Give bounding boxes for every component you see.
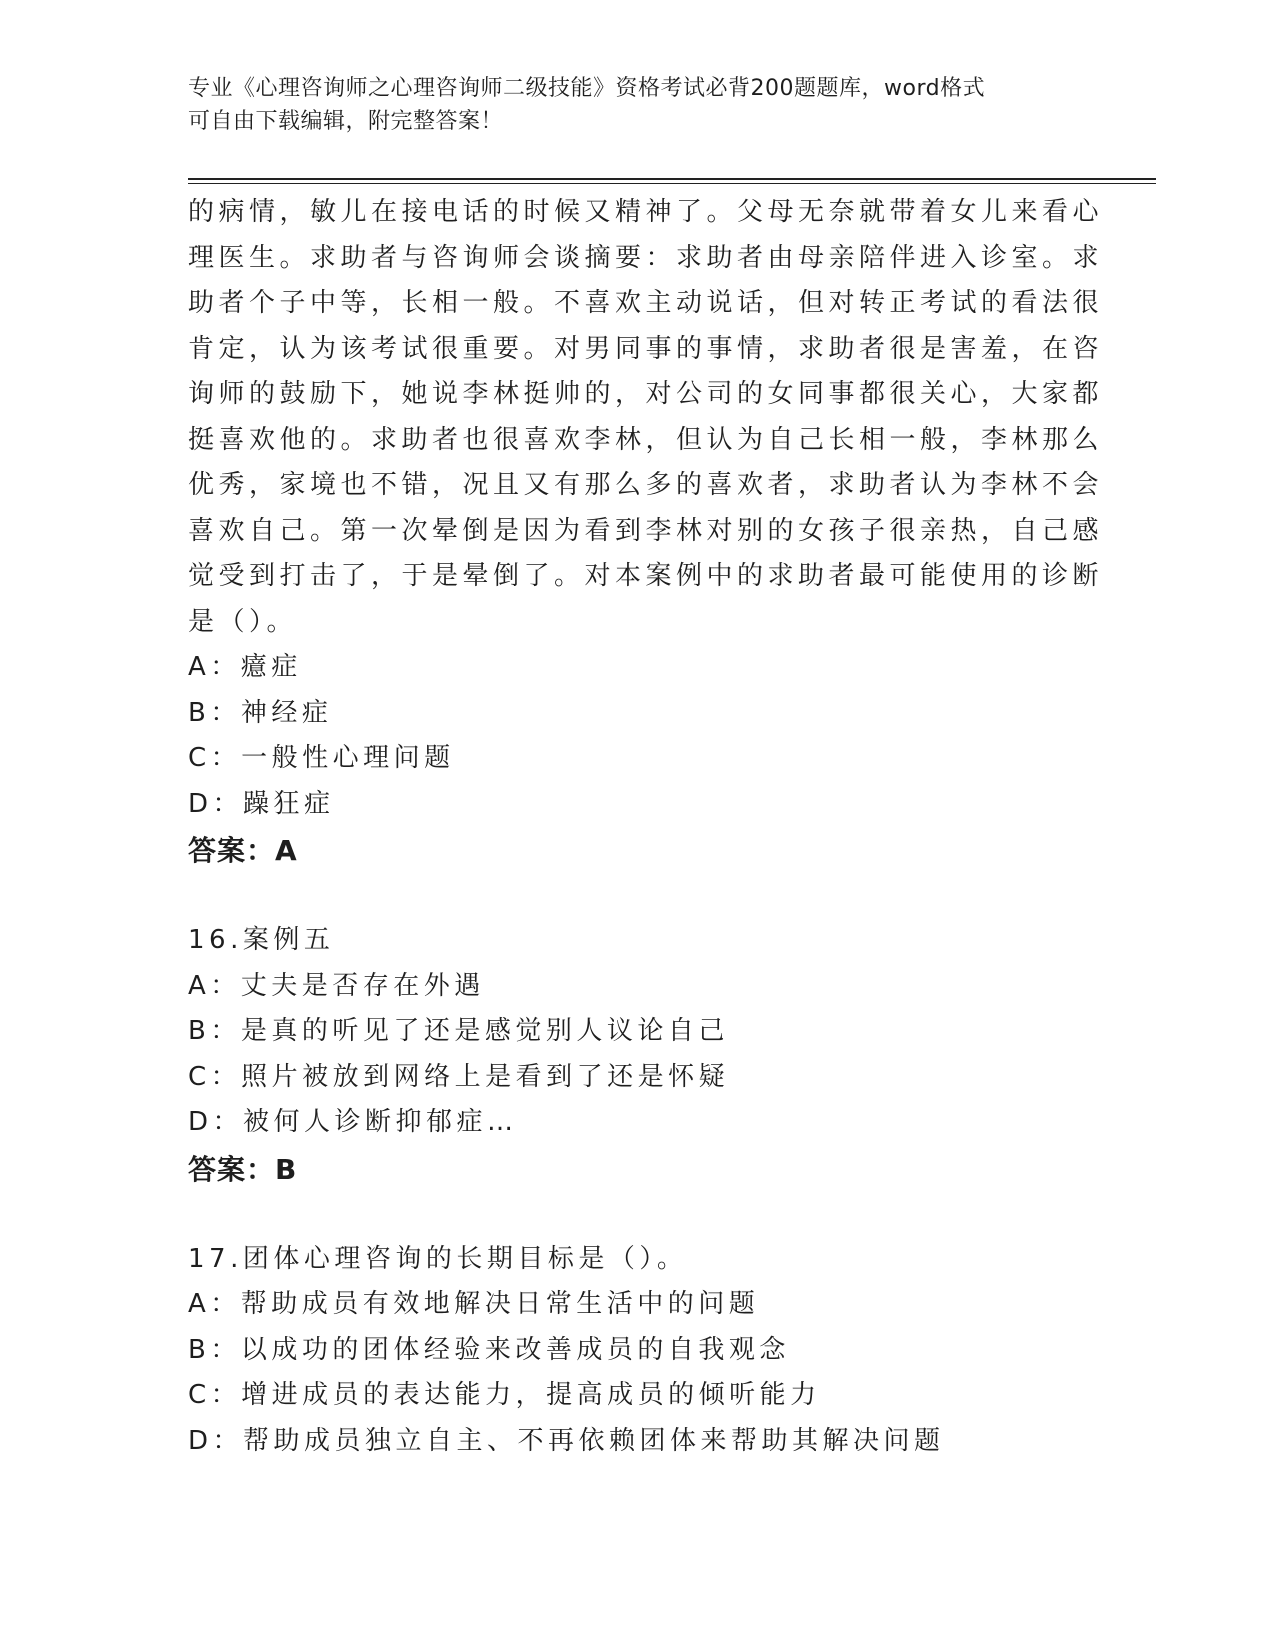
q17-option-d: D：帮助成员独立自主、不再依赖团体来帮助其解决问题	[188, 1425, 945, 1456]
header-divider-thin	[188, 183, 1156, 184]
stem-line: 优秀，家境也不错，况且又有那么多的喜欢者，求助者认为李林不会	[188, 470, 1104, 500]
stem-line: 理医生。求助者与咨询师会谈摘要：求助者由母亲陪伴进入诊室。求	[188, 242, 1104, 273]
q15-option-d: D：躁狂症	[188, 788, 335, 819]
q15-option-c: C：一般性心理问题	[188, 743, 455, 773]
q15-option-b: B：神经症	[188, 697, 333, 728]
stem-line: 的病情，敏儿在接电话的时候又精神了。父母无奈就带着女儿来看心	[188, 197, 1104, 227]
question-spacer	[188, 874, 1068, 918]
q16-option-d: D：被何人诊断抑郁症…	[188, 1107, 518, 1137]
document-body	[188, 190, 1104, 1464]
question-15-stem	[188, 190, 1104, 645]
stem-line: 觉受到打击了，于是晕倒了。对本案例中的求助者最可能使用的诊断	[188, 561, 1104, 591]
question-spacer	[188, 1193, 1068, 1237]
stem-line: 助者个子中等，长相一般。不喜欢主动说话，但对转正考试的看法很	[188, 288, 1104, 318]
q16-answer: 答案：B	[188, 1152, 298, 1186]
page-header	[188, 72, 1088, 138]
q17-option-a: A：帮助成员有效地解决日常生活中的问题	[188, 1289, 760, 1319]
q17-title: 17.团体心理咨询的长期目标是（）。	[188, 1243, 688, 1274]
stem-line: 肯定，认为该考试很重要。对男同事的事情，求助者很是害羞，在咨	[188, 333, 1104, 364]
q17-option-c: C：增进成员的表达能力，提高成员的倾听能力	[188, 1380, 821, 1410]
q16-option-c: C：照片被放到网络上是看到了还是怀疑	[188, 1061, 730, 1092]
header-line-1: 专业《心理咨询师之心理咨询师二级技能》资格考试必背200题题库，word格式	[188, 76, 986, 101]
q15-answer: 答案：A	[188, 834, 298, 867]
q15-option-a: A：癔症	[188, 652, 302, 682]
stem-line: 询师的鼓励下，她说李林挺帅的，对公司的女同事都很关心，大家都	[188, 379, 1104, 409]
q16-title: 16.案例五	[188, 925, 335, 955]
q16-option-a: A：丈夫是否存在外遇	[188, 970, 485, 1001]
q16-option-b: B：是真的听见了还是感觉别人议论自己	[188, 1016, 729, 1046]
stem-line: 挺喜欢他的。求助者也很喜欢李林，但认为自己长相一般，李林那么	[188, 424, 1104, 455]
q17-option-b: B：以成功的团体经验来改善成员的自我观念	[188, 1334, 790, 1365]
header-divider-thick	[188, 178, 1156, 180]
stem-line: 是（）。	[188, 606, 298, 637]
header-line-2: 可自由下载编辑，附完整答案！	[188, 109, 504, 134]
stem-line: 喜欢自己。第一次晕倒是因为看到李林对别的女孩子很亲热，自己感	[188, 515, 1104, 546]
